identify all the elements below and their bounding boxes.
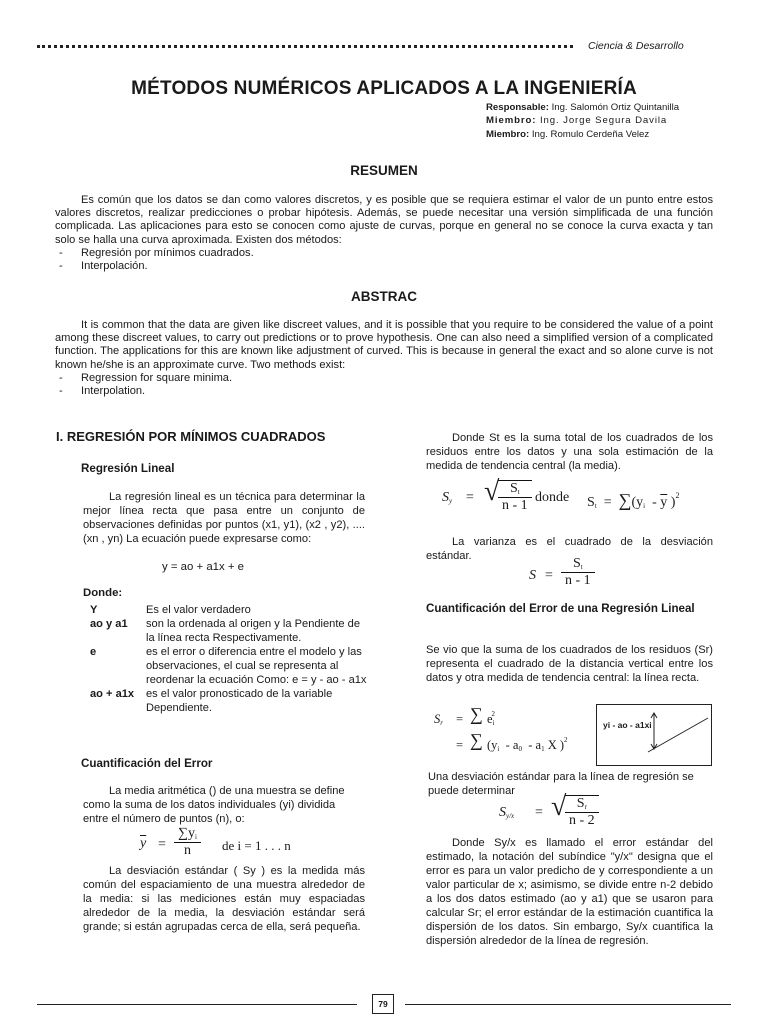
- credit-responsable: Responsable: Ing. Salomón Ortiz Quintanilla: [486, 102, 680, 113]
- mean-equation-range: de i = 1 . . . n: [222, 838, 291, 853]
- resumen-body: [55, 194, 713, 273]
- paper-title: MÉTODOS NUMÉRICOS APLICADOS A LA INGENIERÍA: [131, 78, 637, 99]
- desviacion-paragraph: La desviación estándar ( Sy ) es la medida más común del espaciamiento de una muestra alrededor de la media: si las mediciones están muy espaciadas alrededor de la media, la desviación estándar será grande; si están agrupadas cerca de ella, será pequeña.: [83, 865, 365, 933]
- credits: [486, 101, 716, 141]
- section-heading: I. REGRESIÓN POR MÍNIMOS CUADRADOS: [56, 429, 326, 444]
- definition-row: Y Es el valor verdadero: [90, 604, 251, 616]
- abstract-item: - Regression for square minima.: [59, 371, 233, 384]
- credit-member-2: Miembro: Ing. Romulo Cerdeña Velez: [486, 128, 650, 140]
- resumen-text: Es común que los datos se dan como valores discretos, y es posible que se requiera estimar el valor de un punto entre estos valores discretos, realizar predicciones o probar hipótesis. Además, se puede necesitar una versión simplificada de una función complicada. Las aplicaciones para esto se conocen como ajuste de curvas, porque en general no se conoce la curva exacta y tan solo se halla una curva aproximada. Existen dos métodos:: [55, 194, 713, 246]
- syx-equation: $S_{y/x}$ = √ $\frac{S_r}{n - 2}$: [497, 793, 637, 833]
- left-column: [56, 430, 366, 444]
- header-dotted-rule: [37, 45, 573, 48]
- journal-name: Ciencia & Desarrollo: [588, 40, 684, 52]
- mean-equation: $\overline{y}$ = $\frac{\sum y_i}{n}$ de i = 1 . . . n: [140, 826, 291, 858]
- sr-equation: $S_r$ = ∑ $e_i^2$ = ∑ ($y_i - a_0 - a_1$ X )$^2$: [434, 704, 568, 753]
- media-paragraph: La media aritmética () de una muestra se define como la suma de los datos individuales (yi) dividida entre el número de puntos (n), o:: [83, 785, 345, 825]
- abstract-body: [55, 319, 713, 398]
- resumen-item: - Interpolación.: [59, 260, 148, 273]
- regresion-lineal-paragraph: La regresión lineal es un técnica para determinar la mejor línea recta que pasa entre un conjunto de observaciones definidas por puntos (x1, y1), (x2 , y2), ....(xn , yn) La ecuación puede expresarse como:: [83, 491, 365, 545]
- error-estandar-paragraph: Donde Sy/x es llamado el error estándar del estimado, la notación del subíndice "y/x" designa que el error es para un valor predicho de y correspondiente a un valor particular de x; asimismo, se divide entre n-2 debido a los dos datos estimado (ao y a1) que se usaron para calcular Sr; el error estándar de la estimación cuantifica la dispersión de los datos. Sin embargo, Sy/x cuantifica la dispersión alrededor de la línea de regresión.: [426, 837, 713, 947]
- abstract-item: - Interpolation.: [59, 385, 146, 398]
- sy-equation: $S_y$ = √ $\frac{S_t}{n - 1}$ donde $S_t = \sum(y_i - \overline{y}$ )$^2$: [442, 476, 680, 513]
- definition-row: ao y a1 son la ordenada al origen y la Pendiente de la línea recta Respectivamente.: [90, 618, 361, 644]
- donde-label: Donde:: [83, 587, 123, 599]
- st-paragraph: Donde St es la suma total de los cuadrados de los residuos entre los datos y una sola estimación de la medida de tendencia central (la media).: [426, 432, 713, 472]
- footer-rule-right: [405, 1004, 731, 1005]
- footer-rule-left: [37, 1004, 357, 1005]
- credit-member-1: Miembro: Ing. Jorge Segura Davila: [486, 115, 668, 127]
- subheading-regresion-lineal: Regresión Lineal: [81, 462, 175, 475]
- sr-paragraph: Se vio que la suma de los cuadrados de los residuos (Sr) representa el cuadrado de la distancia vertical entre los datos y otra medida de tendencia central: la línea recta.: [426, 644, 713, 684]
- resumen-item: - Regresión por mínimos cuadrados.: [59, 246, 254, 259]
- abstract-heading: ABSTRAC: [351, 289, 417, 304]
- subheading-error-regresion: Cuantificación del Error de una Regresión Lineal: [426, 602, 695, 615]
- linear-equation: y = ao + a1x + e: [162, 561, 245, 573]
- page-number: 79: [372, 994, 394, 1014]
- sy-equation-donde: donde: [535, 490, 570, 505]
- s-equation: S = $\frac{S_t}{n - 1}$: [527, 556, 637, 596]
- definition-row: ao + a1x es el valor pronosticado de la variable Dependiente.: [90, 688, 333, 714]
- abstract-text: It is common that the data are given like discreet values, and it is possible that you require to be considered the value of a point among these discreet values, to carry out predictions or to prove hypothesis. One can also need a simplified version of a complicated function. The applications for this are known like adjustment of curved. This is because in general the exact and so alone curve is not known he/she is an approximate curve. Two methods exist:: [55, 319, 713, 371]
- definition-row: e es el error o diferencia entre el modelo y las observaciones, el cual se representa al reordenar la ecuación Como: e = y - ao - a1x: [90, 646, 367, 686]
- subheading-cuantificacion: Cuantificación del Error: [81, 757, 213, 770]
- varianza-paragraph: La varianza es el cuadrado de la desviación estándar.: [426, 536, 713, 562]
- sx-paragraph: Una desviación estándar para la línea de regresión se puede determinar: [428, 771, 694, 797]
- definitions-list: [90, 603, 368, 715]
- residual-label: yi - ao - a1xi: [603, 720, 652, 730]
- resumen-heading: RESUMEN: [350, 163, 418, 178]
- regression-residual-diagram: [596, 704, 712, 766]
